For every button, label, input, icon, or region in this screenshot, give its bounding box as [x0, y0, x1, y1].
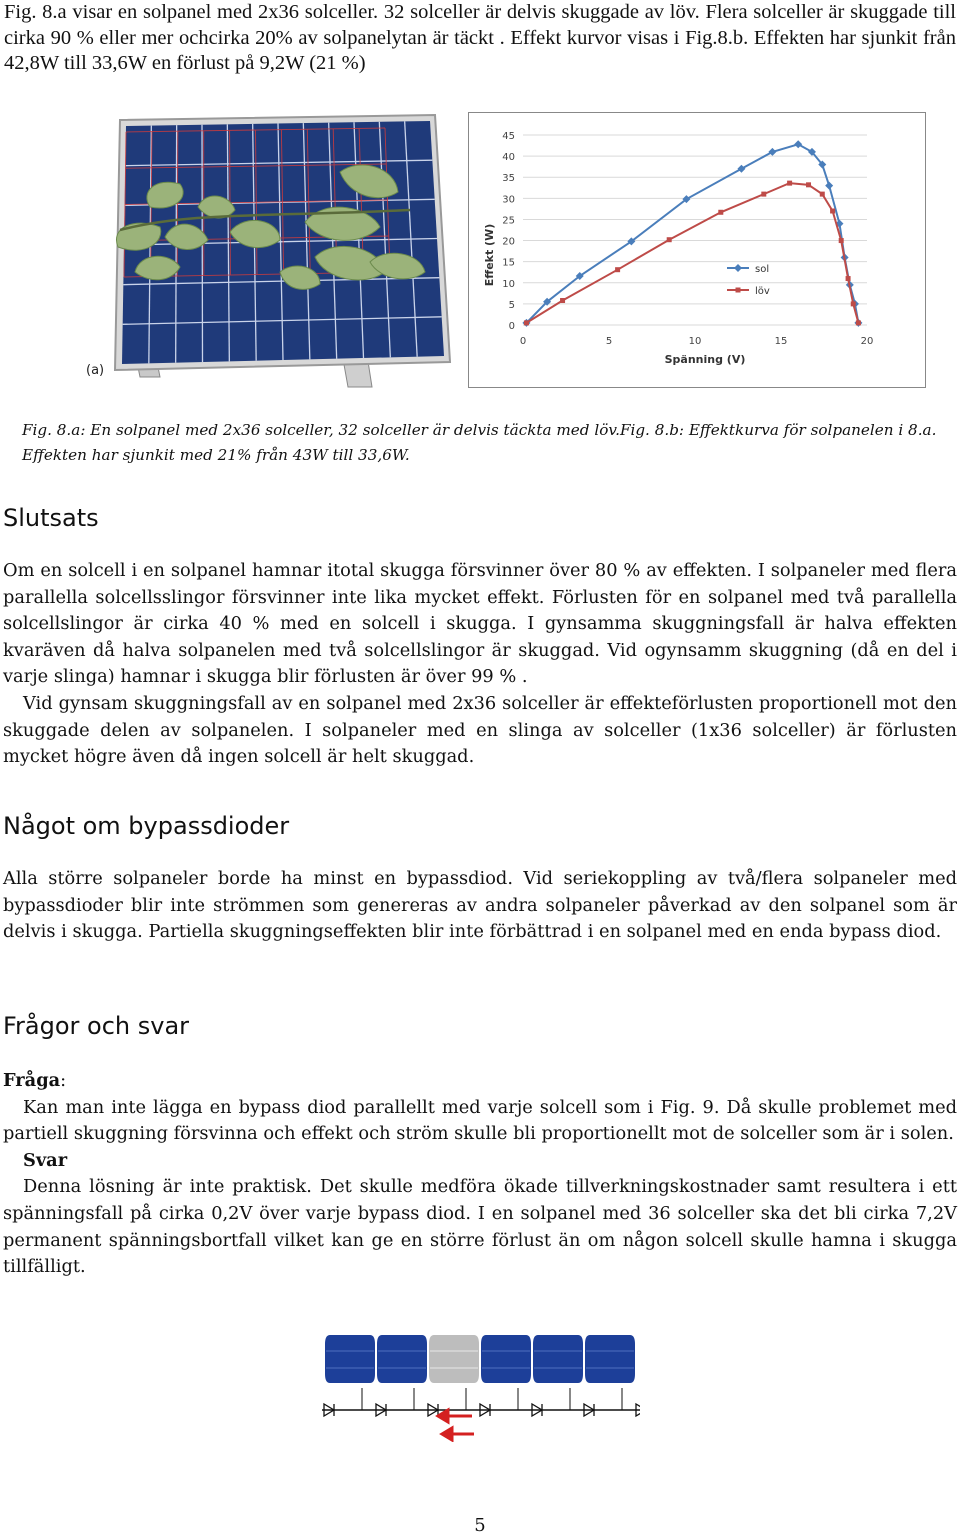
question-label-line: [3, 1068, 957, 1095]
answer-label-line: [3, 1148, 957, 1175]
fragor-body: [3, 1068, 957, 1281]
chart-y-tick-label: 20: [502, 237, 515, 248]
chart-y-tick-label: 25: [502, 215, 515, 226]
question-colon: :: [60, 1070, 66, 1091]
chart-point: [846, 276, 851, 281]
slutsats-paragraph-2: Vid gynsam skuggningsfall av en solpanel med 2x36 solceller är effekteförlusten proportionell mot den skuggade delen av solpanelen. I solpaneler med en slinga av solceller (1x36 solceller) är förlusten mycket högre även då ingen solcell är helt skuggad.: [3, 691, 957, 771]
chart-y-tick-label: 30: [502, 194, 515, 205]
question-text: Kan man inte lägga en bypass diod parallellt med varje solcell som i Fig. 9. Då skulle problemet med partiell skuggning försvinna och effekt och ström skulle bli proportionellt mot de solceller som är i solen.: [3, 1095, 957, 1148]
chart-x-tick-label: 15: [775, 336, 788, 347]
chart-y-tick-label: 35: [502, 173, 515, 184]
section-heading-fragor: Frågor och svar: [3, 1012, 189, 1040]
chart-x-tick-label: 10: [689, 336, 702, 347]
chart-x-axis-label: Spänning (V): [665, 353, 746, 366]
chart-point: [851, 301, 856, 306]
chart-svg: [469, 113, 925, 387]
question-label: Fråga: [3, 1070, 60, 1091]
bypass-diode-figure: [322, 1330, 640, 1442]
slutsats-paragraph-1: Om en solcell i en solpanel hamnar itotal skugga försvinner över 80 % av effekten. I solpaneler med flera parallella solcellsslingor försvinner inte lika mycket effekt. Förlusten för en solpanel med två parallella solcellslingor är cirka 40 % med en solcell i skugga. I gynsamma skuggningsfall är halva effekten kvaräven då halva solpanelen med två solcellslingor är skuggad. Vid ogynsamm skuggning (då en del i varje slinga) hamnar i skugga blir förlusten är över 99 % .: [3, 558, 957, 691]
solar-cell: [376, 1334, 428, 1384]
chart-point: [737, 165, 745, 173]
bypassdioder-paragraph: Alla större solpaneler borde ha minst en bypassdiod. Vid seriekoppling av två/flera solpaneler med bypassdioder blir inte strömmen som genereras av andra solpaneler påverkad av den solpanel som är delvis i skugga. Partiella skuggningseffekten blir inte förbättrad i en solpanel med en enda bypass diod.: [3, 866, 957, 946]
chart-point: [667, 237, 672, 242]
chart-y-tick-label: 10: [502, 279, 515, 290]
chart-series-line-1: [526, 183, 858, 323]
figure-caption: Fig. 8.a: En solpanel med 2x36 solceller, 32 solceller är delvis täckta med löv.Fig. 8.b: Effektkurva för solpanelen i 8.a. Effekten har sjunkit med 21% från 43W till 33,6W.: [22, 418, 952, 468]
chart-x-tick-label: 20: [861, 336, 874, 347]
chart-y-tick-label: 15: [502, 258, 515, 269]
chart-x-tick-label: 5: [606, 336, 612, 347]
intro-paragraph: Fig. 8.a visar en solpanel med 2x36 solceller. 32 solceller är delvis skuggade av löv. Flera solceller är skuggade till cirka 90 % eller mer ochcirka 20% av solpanelytan är täckt . Effekt kurvor visas i Fig.8.b. Effekten har sjunkit från 42,8W till 33,6W en förlust på 9,2W (21 %): [4, 0, 956, 77]
answer-label: Svar: [23, 1150, 67, 1171]
solar-cell: [532, 1334, 584, 1384]
chart-point: [787, 181, 792, 186]
chart-point: [820, 192, 825, 197]
legend-label: sol: [755, 264, 769, 275]
answer-text: Denna lösning är inte praktisk. Det skulle medföra ökade tillverkningskostnader samt resultera i ett spänningsfall på cirka 0,2V över varje bypass diod. I en solpanel med 36 solceller ska det bli cirka 7,2V permanent spänningsbortfall vilket kan ge en större förlust än om någon solcell skulle hamna i skugga tillfälligt.: [3, 1174, 957, 1280]
chart-point: [560, 298, 565, 303]
chart-point: [718, 210, 723, 215]
chart-point: [615, 267, 620, 272]
chart-point: [524, 320, 529, 325]
section-heading-slutsats: Slutsats: [3, 504, 99, 532]
current-arrows: [438, 1410, 474, 1440]
legend-marker: [734, 264, 742, 272]
section-heading-bypassdioder: Något om bypassdioder: [3, 812, 289, 840]
solar-cell: [584, 1334, 636, 1384]
chart-point: [830, 209, 835, 214]
page-number: 5: [0, 1515, 960, 1536]
chart-legend: [727, 264, 770, 297]
legend-marker: [736, 288, 741, 293]
solar-cell: [428, 1334, 480, 1384]
chart-x-tick-label: 0: [520, 336, 526, 347]
solar-panel-photo: [80, 112, 454, 390]
legend-label: löv: [755, 286, 770, 297]
chart-point: [806, 182, 811, 187]
slutsats-body: [3, 558, 957, 771]
bypass-diode-illustration: [322, 1330, 640, 1442]
chart-point: [825, 182, 833, 190]
chart-point: [856, 320, 861, 325]
solar-cell: [480, 1334, 532, 1384]
chart-point: [839, 238, 844, 243]
chart-y-tick-label: 45: [502, 131, 515, 142]
bypassdioder-body: [3, 866, 957, 946]
solar-panel-illustration: [80, 112, 454, 390]
chart-point: [794, 140, 802, 148]
chart-y-axis-label: Effekt (W): [483, 224, 496, 286]
chart-y-tick-label: 40: [502, 152, 515, 163]
chart-y-tick-label: 5: [509, 300, 515, 311]
power-curve-chart: [468, 112, 926, 388]
chart-series-line-0: [526, 144, 858, 323]
chart-y-tick-label: 0: [509, 321, 515, 332]
chart-point: [761, 192, 766, 197]
solar-cell: [324, 1334, 376, 1384]
chart-point: [768, 148, 776, 156]
photo-label: (a): [86, 363, 104, 378]
